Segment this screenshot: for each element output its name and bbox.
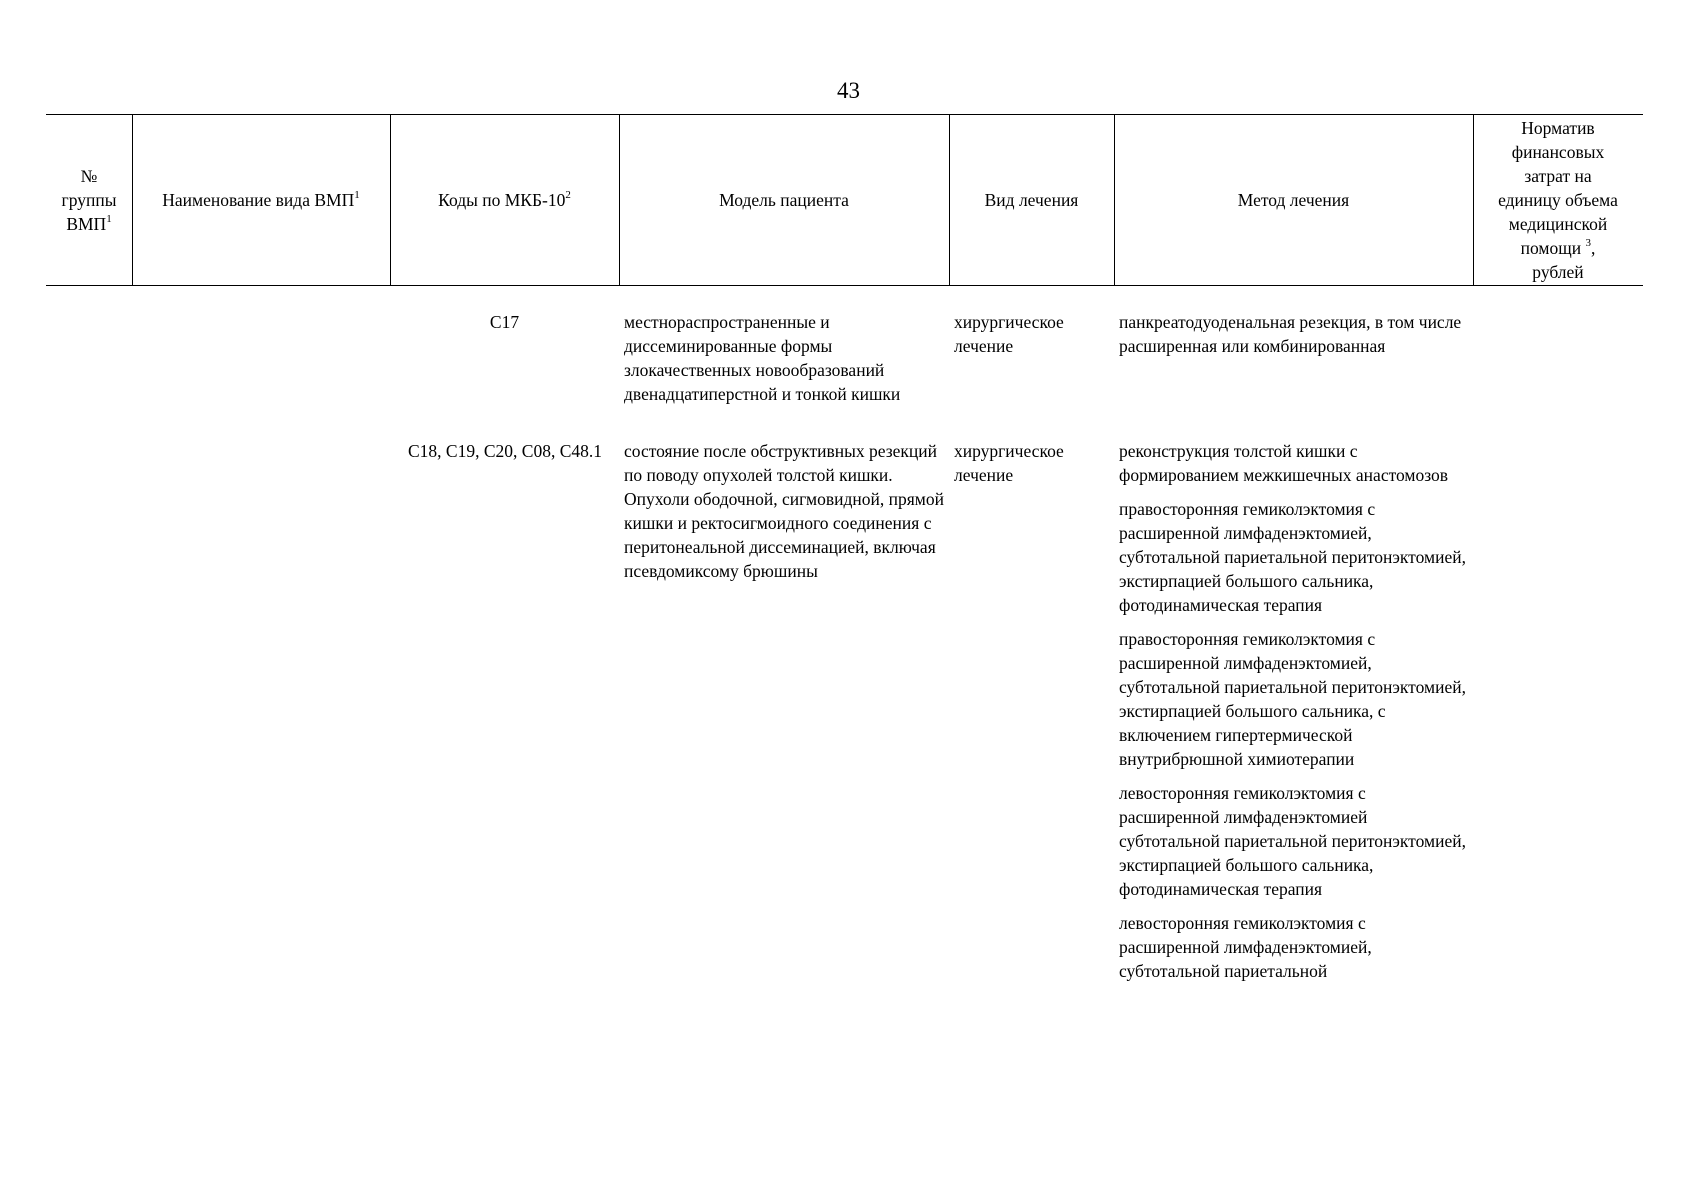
treatment-method-item: левосторонняя гемиколэктомия с расширенной лимфаденэктомией, субтотальной париетальной — [1119, 913, 1372, 981]
header-patient-model: Модель пациента — [719, 189, 849, 210]
treatment-method-item: правосторонняя гемиколэктомия с расширенной лимфаденэктомией, субтотальной париетальной перитонэктомией, экстирпацией большого сальника, с включением гипертермической внутрибрюшной химиотерапии — [1119, 629, 1466, 769]
treatment-method-cell — [1119, 439, 1469, 993]
page-number: 43 — [837, 78, 860, 103]
icd-codes-cell: C17 — [489, 312, 520, 332]
patient-model-cell: местнораспространенные и диссеминированные формы злокачественных новообразований двенадцатиперстной и тонкой кишки — [624, 312, 901, 404]
header-vmp-name: Наименование вида ВМП$^1$ — [162, 188, 360, 210]
treatment-type-cell: хирургическое лечение — [954, 312, 1064, 356]
treatment-method-cell — [1119, 310, 1469, 368]
treatment-type-cell: хирургическое лечение — [954, 441, 1064, 485]
treatment-method-item: левосторонняя гемиколэктомия с расширенной лимфаденэктомией субтотальной париетальной перитонэктомией, экстирпацией большого сальника, фотодинамическая терапия — [1119, 783, 1466, 899]
icd-codes-cell: C18, C19, C20, C08, C48.1 — [408, 441, 602, 461]
header-bottom-border — [46, 285, 1643, 286]
treatment-method-item: панкреатодуоденальная резекция, в том числе расширенная или комбинированная — [1119, 312, 1462, 356]
header-icd-codes: Коды по МКБ-$10^2$ — [438, 188, 571, 210]
treatment-method-item: реконструкция толстой кишки с формированием межкишечных анастомозов — [1119, 441, 1449, 485]
header-treatment-method: Метод лечения — [1237, 189, 1350, 210]
treatment-method-item: правосторонняя гемиколэктомия с расширенной лимфаденэктомией, субтотальной париетальной перитонэктомией, экстирпацией большого сальника, фотодинамическая терапия — [1119, 499, 1466, 615]
header-treatment-type: Вид лечения — [984, 189, 1079, 210]
header-group-number: № группы ВМП$^1$ — [61, 165, 117, 234]
patient-model-cell: состояние после обструктивных резекций по поводу опухолей толстой кишки. Опухоли ободочной, сигмовидной, прямой кишки и ректосигмоидного соединения с перитонеальной диссеминацией, включая псевдомиксому брюшины — [624, 441, 944, 581]
header-cost-norm: Норматив финансовых затрат на единицу объема медицинской помощи $^3$, рублей — [1498, 117, 1618, 282]
